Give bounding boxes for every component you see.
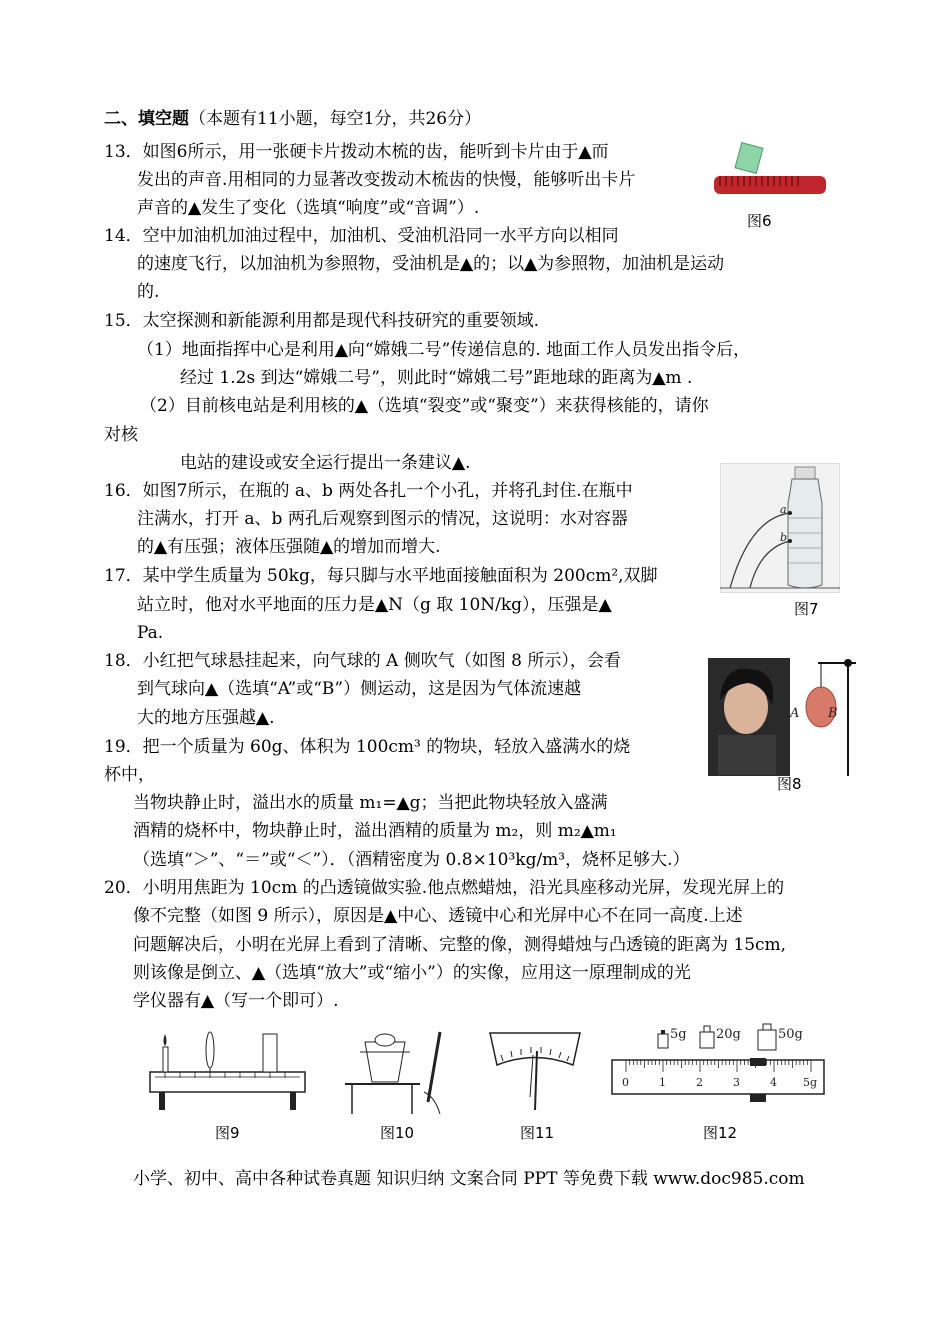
section-note: （本题有11小题，每空1分，共26分） (189, 109, 482, 129)
hole-a-label: a (780, 503, 787, 516)
figure-7-bottle (720, 463, 840, 593)
answer-blank: ▲ (252, 963, 266, 983)
figure-6-comb (710, 140, 830, 205)
q13-line2: 发出的声音.用相同的力显著改变拨动木梳齿的快慢，能够听出卡片 (137, 170, 636, 190)
weight-5g-label: 5g (670, 1027, 687, 1042)
answer-blank: ▲ (354, 396, 368, 416)
answer-blank: ▲ (201, 991, 215, 1011)
q19-line4 (133, 820, 617, 842)
section-title: 二、填空题 (104, 109, 189, 129)
scale-2: 2 (696, 1076, 703, 1089)
q16-line3 (137, 536, 441, 558)
figure-12-caption: 图12 (703, 1124, 738, 1142)
answer-blank: ▲ (460, 254, 474, 274)
q15-line3 (180, 367, 692, 389)
q16-line1: 16．如图7所示，在瓶的 a、b 两处各扎一个小孔，并将孔封住.在瓶中 (104, 481, 633, 501)
answer-blank: ▲ (652, 368, 666, 388)
q15-text: （选填“裂变”或“聚变”）来获得核能的，请你 (367, 396, 709, 416)
answer-blank: ▲ (334, 340, 348, 360)
scale-0: 0 (622, 1076, 629, 1089)
answer-blank: ▲ (320, 537, 334, 557)
q17-line2 (137, 594, 612, 616)
figure-11-meter-dial (485, 1025, 585, 1115)
page-footer: 小学、初中、高中各种试卷真题 知识归纳 文案合同 PPT 等免费下载 www.doc985.com (133, 1169, 805, 1189)
q15-text: （1）地面指挥中心是利用 (137, 340, 335, 360)
q15-line6 (180, 452, 470, 474)
balloon-side-b: B (828, 706, 838, 721)
q20-line5 (133, 990, 338, 1012)
q16-text: 的增加而增大. (333, 537, 441, 557)
answer-blank: ▲ (580, 821, 594, 841)
figure-9-optical-bench (145, 1022, 310, 1117)
answer-blank: ▲ (256, 708, 270, 728)
q15-line2 (137, 339, 750, 361)
answer-blank: ▲ (598, 595, 612, 615)
q20-line4 (133, 962, 691, 984)
answer-blank: ▲ (452, 453, 466, 473)
q13-line1 (104, 141, 609, 163)
answer-blank: ▲ (578, 142, 592, 162)
q15-text: 电站的建设或安全运行提出一条建议 (180, 453, 452, 473)
answer-blank: ▲ (188, 198, 202, 218)
weight-20g-label: 20g (716, 1027, 741, 1042)
q18-text: （选填“A”或“B”）侧运动，这是因为气体流速越 (218, 679, 582, 699)
figure-6-caption: 图6 (747, 212, 772, 230)
scale-1: 1 (659, 1076, 666, 1089)
q17-text: N（g 取 10N/kg），压强是 (388, 595, 599, 615)
figure-10-beaker (340, 1022, 460, 1117)
q18-text: . (269, 708, 275, 728)
q15-line1: 15．太空探测和新能源利用都是现代科技研究的重要领域. (104, 311, 540, 331)
answer-blank: ▲ (396, 793, 410, 813)
q13-line3 (137, 197, 479, 219)
q20-text: 学仪器有 (133, 991, 201, 1011)
answer-blank: ▲ (205, 679, 219, 699)
q16-line2: 注满水，打开 a、b 两孔后观察到图示的情况，这说明：水对容器 (137, 509, 628, 529)
q15-text: m . (665, 368, 693, 388)
q17-line1: 17．某中学生质量为 50kg，每只脚与水平地面接触面积为 200cm²,双脚 (104, 566, 658, 586)
figure-10-caption: 图10 (380, 1124, 415, 1142)
q19-text: g；当把此物块轻放入盛满 (409, 793, 608, 813)
q15-text: . (465, 453, 471, 473)
answer-blank: ▲ (524, 254, 538, 274)
figure-9-caption: 图9 (215, 1124, 240, 1142)
q17-text: 站立时，他对水平地面的压力是 (137, 595, 375, 615)
balloon-side-a: A (790, 706, 800, 721)
q18-line2 (137, 678, 581, 700)
q19-line5: （选填“＞”、“＝”或“＜”）．（酒精密度为 0.8×10³kg/m³，烧杯足够大.） (133, 850, 690, 870)
weight-50g-label: 50g (778, 1027, 803, 1042)
q20-text: 则该像是倒立、 (133, 963, 252, 983)
answer-blank: ▲ (375, 595, 389, 615)
q19-text: m₁ (593, 821, 617, 841)
scale-4: 4 (770, 1076, 777, 1089)
q20-line3: 问题解决后，小明在光屏上看到了清晰、完整的像，测得蜡烛与凸透镜的距离为 15cm, (133, 935, 787, 955)
q19-line1: 19．把一个质量为 60g、体积为 100cm³ 的物块，轻放入盛满水的烧 (104, 737, 631, 757)
q14-text: 为参照物，加油机是运动 (537, 254, 725, 274)
q15-line5: 对核 (104, 425, 138, 445)
answer-blank: ▲ (154, 537, 168, 557)
q16-text: 有压强；液体压强随 (167, 537, 321, 557)
q13-text: 发生了变化（选填“响度”或“音调”）. (201, 198, 480, 218)
scale-5: 5g (803, 1076, 818, 1089)
q20-text: 像不完整（如图 9 所示），原因是 (133, 906, 385, 926)
q16-text: 的 (137, 537, 154, 557)
answer-blank: ▲ (384, 906, 398, 926)
figure-12-balance (608, 1022, 828, 1117)
q15-text: （2）目前核电站是利用核的 (140, 396, 355, 416)
q18-text: 到气球向 (137, 679, 205, 699)
q14-text: 的；以 (473, 254, 525, 274)
q15-text: 向“嫦娥二号”传递信息的. 地面工作人员发出指令后， (347, 340, 751, 360)
q20-line2 (133, 905, 743, 927)
q20-text: 中心、透镜中心和光屏中心不在同一高度.上述 (397, 906, 743, 926)
q18-line3 (137, 707, 274, 729)
figure-7-caption: 图7 (794, 600, 819, 618)
q14-text: 的速度飞行，以加油机为参照物，受油机是 (137, 254, 460, 274)
figure-8-balloon (708, 655, 858, 780)
q19-text: 当物块静止时，溢出水的质量 m₁= (133, 793, 397, 813)
q15-text: 经过 1.2s 到达“嫦娥二号”，则此时“嫦娥二号”距地球的距离为 (180, 368, 653, 388)
q18-line1: 18．小红把气球悬挂起来，向气球的 A 侧吹气（如图 8 所示），会看 (104, 651, 621, 671)
q19-text: 酒精的烧杯中，物块静止时，溢出酒精的质量为 m₂，则 m₂ (133, 821, 581, 841)
scale-3: 3 (733, 1076, 740, 1089)
q14-line1: 14．空中加油机加油过程中，加油机、受油机沿同一水平方向以相同 (104, 226, 619, 246)
q19-line2: 杯中， (104, 765, 155, 785)
figure-8-caption: 图8 (777, 775, 802, 793)
hole-b-label: b (780, 531, 788, 544)
q20-line1: 20．小明用焦距为 10cm 的凸透镜做实验.他点燃蜡烛，沿光具座移动光屏，发现光屏上的 (104, 878, 785, 898)
q19-line3 (133, 792, 608, 814)
q13-text: 声音的 (137, 198, 188, 218)
q14-line2 (137, 253, 724, 275)
q15-line4 (140, 395, 709, 417)
q13-text: 13．如图6所示，用一张硬卡片拨动木梳的齿，能听到卡片由于 (104, 142, 579, 162)
section-heading (104, 108, 481, 130)
q17-line3: Pa. (137, 623, 164, 643)
q13-text: 而 (591, 142, 609, 162)
figure-11-caption: 图11 (520, 1124, 555, 1142)
q14-line3: 的. (137, 282, 160, 302)
q20-text: （选填“放大”或“缩小”）的实像，应用这一原理制成的光 (265, 963, 691, 983)
q20-text: （写一个即可）. (214, 991, 339, 1011)
q18-text: 大的地方压强越 (137, 708, 256, 728)
